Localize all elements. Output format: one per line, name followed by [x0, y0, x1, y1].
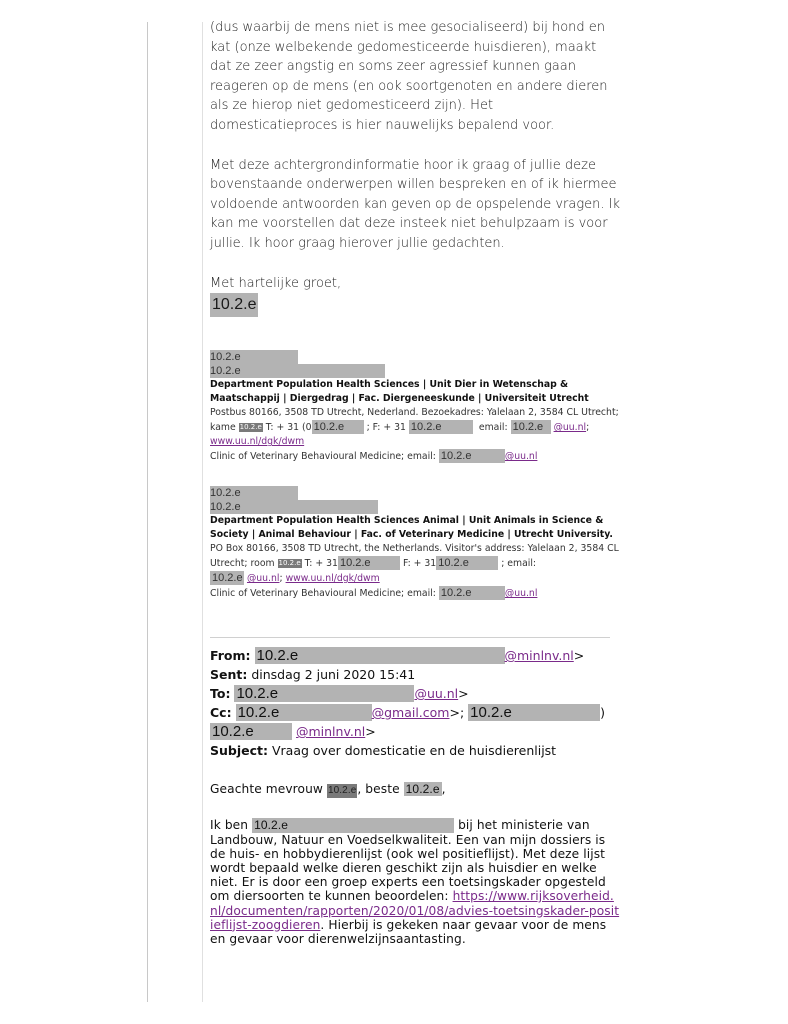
cc-email-link[interactable]: @gmail.com — [371, 705, 450, 721]
redaction-block: 10.2.e — [210, 350, 298, 364]
signature-address: Postbus 80166, 3508 TD Utrecht, Nederland. Bezoekadres: Yalelaan 2, 3584 CL Utrecht; — [210, 407, 619, 419]
signature-department: Department Population Health Sciences | Unit Dier in Wetenschap & Maatschappij | Diergedrag | Fac. Diergeneeskunde | Universiteit Utrecht — [210, 379, 589, 405]
signature-block-nl — [210, 350, 620, 464]
closing-greeting: Met hartelijke groet, — [210, 275, 342, 291]
email-link[interactable]: @uu.nl — [553, 422, 587, 434]
email-header — [210, 646, 620, 760]
email-link[interactable]: @uu.nl — [504, 588, 538, 600]
from-email-link[interactable]: @minlnv.nl — [504, 648, 574, 664]
subject-label: Subject: — [210, 743, 268, 759]
from-label: From: — [210, 648, 251, 664]
greeting-text: , — [441, 782, 446, 797]
mail-paragraph — [210, 818, 620, 946]
clinic-line — [210, 586, 620, 601]
document-page — [210, 18, 620, 946]
greeting-text: , beste — [357, 782, 400, 797]
website-link[interactable]: www.uu.nl/dgk/dwm — [210, 436, 305, 448]
page-margin-line-inner — [202, 22, 203, 1002]
room-label: kame — [210, 422, 236, 434]
to-line: To: 10.2.e @uu.nl> — [210, 685, 469, 703]
redaction-block: 10.2.e — [511, 420, 551, 434]
redaction-block: 10.2.e — [312, 420, 364, 434]
cc-email-link[interactable]: @minlnv.nl — [295, 724, 366, 740]
redaction-block: 10.2.e — [210, 500, 378, 514]
page-margin-line — [147, 22, 148, 1002]
redaction-block: 10.2.e — [210, 486, 298, 500]
separator-line — [210, 637, 610, 638]
sender-name-redaction — [210, 293, 620, 317]
phone-label: T: + 31 (0 — [265, 422, 312, 434]
cc-label: Cc: — [210, 705, 232, 721]
email-label: email: — [478, 422, 508, 434]
redaction-block: 10.2.e — [252, 818, 454, 832]
body-paragraph-2: Met deze achtergrondinformatie hoor ik graag of jullie deze bovenstaande onderwerpen willen bespreken en of ik hiermee voldoende antwoorden kan geven op de opspelende vragen. Ik kan me voorstellen dat deze insteek niet behulpzaam is voor jullie. Ik hoor graag hierover jullie gedachten. — [210, 157, 621, 251]
redaction-block: 10.2.e — [327, 784, 357, 798]
redaction-block: 10.2.e — [239, 423, 262, 432]
redaction-block: 10.2.e — [439, 449, 505, 463]
signature-contact-line: kame 10.2.e T: + 31 (0 10.2.e ; F: + 31 10.2.e email: 10.2.e @uu.nl; — [210, 421, 590, 434]
cc-line-2: 10.2.e @minlnv.nl> — [212, 723, 376, 741]
redaction-block: 10.2.e — [278, 559, 301, 568]
body-paragraph-1: (dus waarbij de mens niet is mee gesocialiseerd) bij hond en kat (onze welbekende gedomesticeerde huisdieren), maakt dat ze zeer angstig en soms zeer agressief kunnen gaan reageren op de mens (en ook soortgenoten en andere dieren als ze hierop niet gedomesticeerd zijn). Het domesticatieproces is hier nauwelijks bepalend voor. — [210, 20, 608, 133]
email-link[interactable]: @uu.nl — [246, 573, 280, 585]
redaction-block: 10.2.e — [338, 556, 400, 570]
signature-contact-line — [210, 556, 620, 571]
redaction-block: 10.2.e — [212, 572, 243, 585]
greeting-text: Geachte mevrouw — [210, 782, 323, 797]
clinic-line — [210, 449, 620, 464]
signature-department: Department Population Health Sciences Animal | Unit Animals in Science & Society | Animal Behaviour | Fac. of Veterinary Medicine | Utrecht University. — [210, 515, 613, 541]
fax-label: F: + 31 — [402, 558, 437, 570]
redaction-block: 10.2.e — [255, 647, 505, 664]
signature-address: PO Box 80166, 3508 TD Utrecht, the Netherlands. Visitor's address: Yalelaan 2, 3584 CL — [210, 543, 619, 555]
redaction-block: 10.2.e — [234, 685, 414, 702]
clinic-label: Clinic of Veterinary Behavioural Medicine; email: — [210, 588, 436, 600]
to-label: To: — [210, 686, 231, 702]
email-link[interactable]: @uu.nl — [504, 451, 538, 463]
room-label: Utrecht; room — [210, 558, 275, 570]
fax-label: ; F: + 31 — [366, 422, 406, 434]
signature-contact-line-2: 10.2.e @uu.nl; www.uu.nl/dgk/dwm — [212, 572, 380, 585]
phone-label: T: + 31 — [304, 558, 338, 570]
redaction-block: 10.2.e — [210, 364, 385, 378]
redaction-block: 10.2.e — [439, 586, 505, 600]
redaction-block: 10.2.e — [436, 556, 498, 570]
to-email-link[interactable]: @uu.nl — [414, 686, 459, 702]
redaction-block: 10.2.e — [468, 704, 600, 721]
subject-line — [210, 741, 620, 760]
clinic-label: Clinic of Veterinary Behavioural Medicine; email: — [210, 451, 436, 463]
website-link[interactable]: www.uu.nl/dgk/dwm — [285, 573, 380, 585]
cc-line: Cc: 10.2.e @gmail.com>; 10.2.e ) — [210, 704, 606, 722]
redaction-block: 10.2.e — [210, 723, 292, 740]
redaction-block: 10.2.e — [210, 293, 258, 317]
sent-value: dinsdag 2 juni 2020 15:41 — [251, 667, 416, 683]
mail-text: . Hierbij is gekeken naar gevaar voor de mens en gevaar voor dierenwelzijnsaantasting. — [210, 917, 607, 946]
from-line: From: 10.2.e @minlnv.nl> — [210, 647, 585, 665]
report-link[interactable]: https://www.rijksoverheid.nl/documenten/rapporten/2020/01/08/advies-toetsingskader-positieflijst-zoogdieren — [210, 889, 620, 932]
redaction-block: 10.2.e — [405, 782, 440, 797]
sent-line — [210, 665, 620, 684]
email-label: ; email: — [501, 558, 537, 570]
signature-block-en — [210, 486, 620, 601]
subject-value: Vraag over domesticatie en de huisdierenlijst — [271, 743, 557, 759]
redaction-block: 10.2.e — [409, 420, 473, 434]
mail-text: bij het ministerie van Landbouw, Natuur en Voedselkwaliteit. Een van mijn dossiers is de huis- en hobbydierenlijst (ook wel positieflijst). Met deze lijst wordt bepaald welke dieren geschikt zijn als huisdier en welke niet. Er is door een groep experts een toetsingskader opgesteld om diersoorten te kunnen beoordelen: — [210, 818, 606, 904]
redaction-block: 10.2.e — [236, 704, 372, 721]
sent-label: Sent: — [210, 667, 248, 683]
greeting-line — [210, 782, 620, 798]
mail-text: Ik ben — [210, 818, 249, 833]
